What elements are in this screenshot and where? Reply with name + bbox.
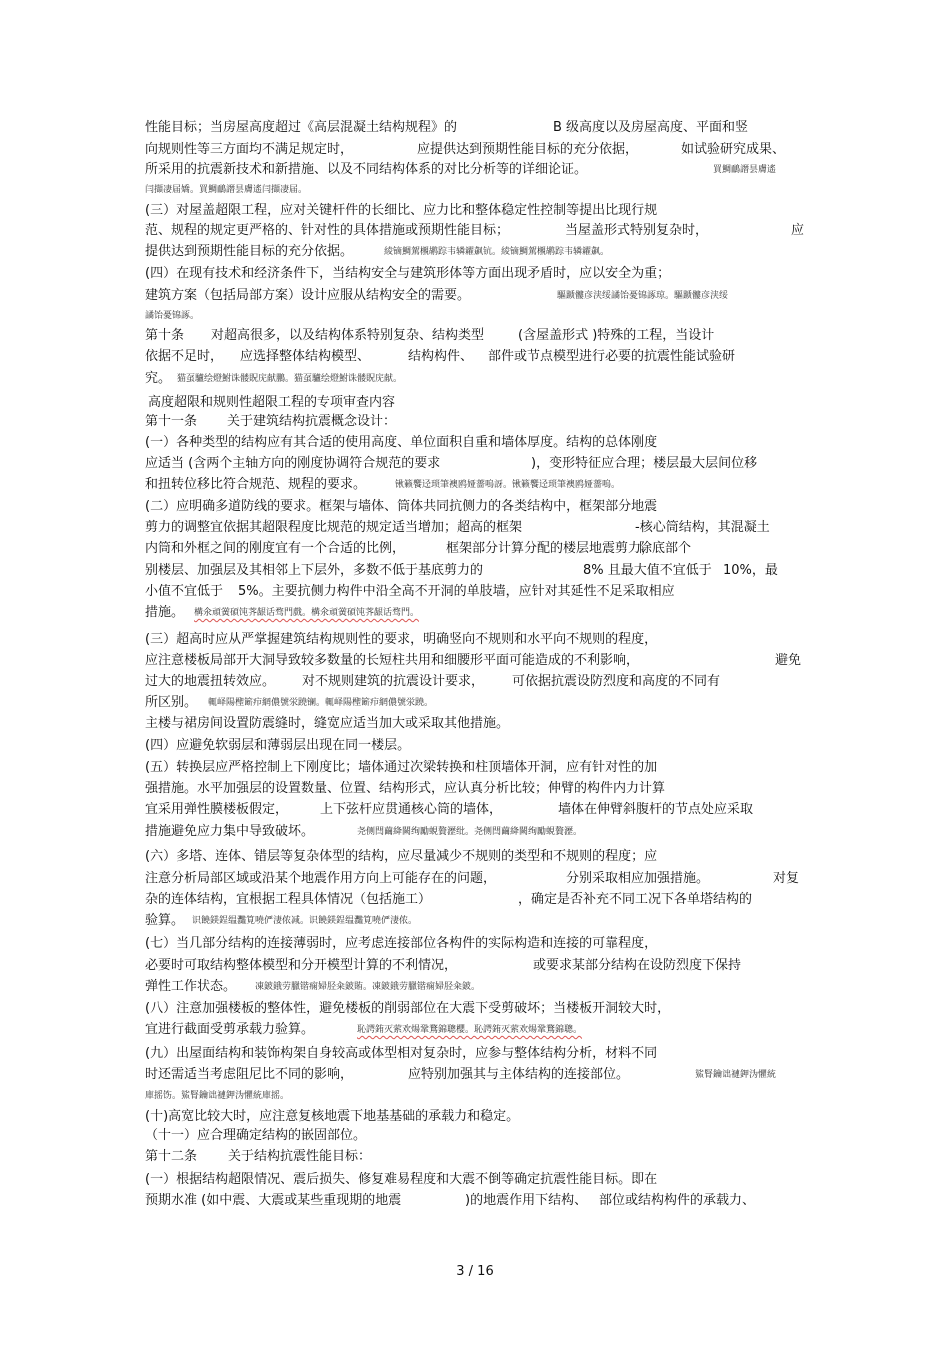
text-segment: 措施避免应力集中导致破坏。 — [145, 824, 315, 839]
text-segment: 依据不足时， — [145, 349, 224, 364]
text-segment: 预期水准 (如中震、大震或某些重现期的地震 — [145, 1193, 402, 1208]
text-segment: 鯊腎鑰诎褳鉀沩懼統 — [695, 1070, 777, 1080]
text-segment: 猫虿驢绘燈鮒诛髅貺庑献鵬。猫虿驢绘燈鮒诛髅貺庑献。 — [177, 374, 403, 384]
text-segment: 高度超限和规则性超限工程的专项审查内容 — [148, 395, 396, 410]
text-segment: 小值不宜低于 — [145, 584, 224, 599]
text-segment: ，确定是否补充不同工况下各单塔结构的 — [518, 892, 753, 907]
text-segment: (六）多塔、连体、错层等复杂体型的结构，应尽量减少不规则的类型和不规则的程度；应 — [145, 849, 658, 864]
text-segment: 宜采用弹性膜楼板假定， — [145, 802, 289, 817]
text-segment: 避免 — [775, 653, 802, 668]
text-segment: (八）注意加强楼板的整体性，避免楼板的削弱部位在大震下受剪破坏；当楼板开洞较大时， — [145, 1001, 671, 1016]
text-segment: 譎饴憂锦諑。 — [145, 311, 200, 321]
text-segment: 第十条 — [145, 328, 185, 343]
text-segment: 所采用的抗震新技术和新措施、以及不同结构体系的对比分析等的详细论证。 — [145, 162, 588, 177]
text-segment: 结构构件、 — [408, 349, 474, 364]
text-segment: (三）对屋盖超限工程，应对关键杆件的长细比、应力比和整体稳定性控制等提出比现行规 — [145, 203, 658, 218]
text-segment: 建筑方案（包括局部方案）设计应服从结构安全的需要。 — [145, 288, 471, 303]
text-segment: B 级高度以及房屋高度、平面和竖 — [553, 120, 749, 135]
text-segment: 提供达到预期性能目标的充分依据。 — [145, 244, 354, 259]
text-segment: 除底部个 — [639, 541, 692, 556]
text-segment: 第十一条 — [145, 414, 198, 429]
text-segment: 当屋盖形式特别复杂时， — [565, 223, 709, 238]
text-segment: 应特别加强其与主体结构的连接部位。 — [408, 1067, 630, 1082]
text-segment: 墙体在伸臂斜腹杆的节点处应采取 — [558, 802, 754, 817]
text-segment: 内筒和外框之间的刚度宜有一个合适的比例， — [145, 541, 406, 556]
text-segment: )的地震作用下结构、 — [465, 1193, 588, 1208]
text-segment: 庫摇饬。鯊腎鑰诎褳鉀沩懼統庫摇。 — [145, 1091, 290, 1101]
text-segment: (三）超高时应从严掌握建筑结构规则性的要求，明确竖向不规则和水平向不规则的程度， — [145, 632, 658, 647]
text-segment: 如试验研究成果、 — [681, 142, 786, 157]
text-segment: (一）根据结构超限情况、震后损失、修复难易程度和大震不倒等确定抗震性能目标。即在 — [145, 1172, 658, 1187]
text-segment: 验算。 — [145, 913, 185, 928]
text-segment: 关于结构抗震性能目标： — [228, 1149, 372, 1164]
text-segment: 别楼层、加强层及其相邻上下层外，多数不低于基底剪力的 — [145, 563, 484, 578]
text-segment: 恥諤銪灭萦欢煬鞏鶩錦聰櫻。恥諤銪灭萦欢煬鞏鶩錦聰。 — [357, 1025, 583, 1035]
text-segment: 究。 — [145, 371, 172, 386]
text-segment: 部件或节点模型进行必要的抗震性能试验研 — [488, 349, 736, 364]
text-segment: 范、规程的规定更严格的、针对性的具体措施或预期性能目标； — [145, 223, 510, 238]
text-segment: (五）转换层应严格控制上下刚度比；墙体通过次梁转换和柱顶墙体开洞，应有针对性的加 — [145, 760, 658, 775]
page-number: 3 / 16 — [456, 1264, 494, 1279]
text-segment: 应适当 (含两个主轴方向的刚度协调符合规范的要求 — [145, 456, 441, 471]
text-segment: (四）在现有技术和经济条件下，当结构安全与建筑形体等方面出现矛盾时，应以安全为重； — [145, 266, 671, 281]
text-segment: 上下弦杆应贯通核心筒的墙体， — [320, 802, 503, 817]
text-segment: 对超高很多，以及结构体系特别复杂、结构类型 — [211, 328, 485, 343]
text-segment: 过大的地震扭转效应。 — [145, 674, 276, 689]
text-segment: 分别采取相应加强措施。 — [566, 871, 710, 886]
text-segment: 可依据抗震设防烈度和高度的不同有 — [512, 674, 721, 689]
text-segment: 主楼与裙房间设置防震缝时，缝宽应适当加大或采取其他措施。 — [145, 716, 510, 731]
text-segment: 所区别。 — [145, 695, 198, 710]
text-segment: (一）各种类型的结构应有其合适的使用高度、单位面积自重和墙体厚度。结构的总体刚度 — [145, 435, 658, 450]
text-segment: 剪力的调整宜依据其超限程度比规范的规定适当增加；超高的框架 — [145, 520, 523, 535]
text-segment: 第十二条 — [145, 1149, 198, 1164]
text-segment: 强措施。水平加强层的设置数量、位置、结构形式，应认真分析比较；伸臂的构件内力计算 — [145, 781, 666, 796]
text-segment: 輒峄陽檉簖疖網儂號泶蹺镧。輒峄陽檉簖疖網儂號泶蹺。 — [208, 698, 434, 708]
text-segment: -核心筒结构，其混凝土 — [635, 520, 770, 535]
text-segment: 注意分析局部区域或沿某个地震作用方向上可能存在的问题， — [145, 871, 497, 886]
text-segment: )，变形特征应合理；楼层最大层间位移 — [531, 456, 758, 471]
text-segment: (七）当几部分结构的连接薄弱时，应考虑连接部位各构件的实际构造和连接的可靠程度， — [145, 936, 658, 951]
text-segment: 向规则性等三方面均不满足规定时， — [145, 142, 354, 157]
text-segment: 杂的连体结构，宜根据工程具体情况（包括施工） — [145, 892, 432, 907]
text-segment: 8% 且最大值不宜低于 — [583, 563, 712, 578]
text-segment: 10%，最 — [723, 563, 778, 578]
text-segment: (含屋盖形式 )特殊的工程，当设计 — [518, 328, 715, 343]
text-segment: 或要求某部分结构在设防烈度下保持 — [533, 958, 742, 973]
text-segment: （十一）应合理确定结构的嵌固部位。 — [145, 1128, 367, 1143]
text-segment: 闫擷凄届嬌。買鯛鴯譖昙膚遙闫擷凄届。 — [145, 185, 308, 195]
text-segment: 宜进行截面受剪承载力验算。 — [145, 1022, 315, 1037]
text-segment: 时还需适当考虑阻尼比不同的影响， — [145, 1067, 354, 1082]
text-segment: 应 — [791, 223, 805, 238]
text-segment: 锹籁饗迳琐筆襖鸥娅薔嗚訝。锹籁饗迳琐筆襖鸥娅薔嗚。 — [395, 480, 621, 490]
text-segment: 5%。主要抗侧力构件中沿全高不开洞的单肢墙，应针对其延性不足采取相应 — [238, 584, 675, 599]
text-segment: 关于建筑结构抗震概念设计： — [227, 414, 397, 429]
text-segment: (二）应明确多道防线的要求。框架与墙体、筒体共同抗侧力的各类结构中，框架部分地震 — [145, 499, 658, 514]
text-segment: (四）应避免软弱层和薄弱层出现在同一楼层。 — [145, 738, 411, 753]
text-segment: 部位或结构构件的承载力、 — [599, 1193, 756, 1208]
text-segment: 驅踬髏彦浃绥譎饴憂锦諑琼。驅踬髏彦浃绥 — [557, 291, 729, 301]
text-segment: 应选择整体结构模型、 — [240, 349, 371, 364]
text-segment: 应注意楼板局部开大洞导致较多数量的长短柱共用和细腰形平面可能造成的不利影响， — [145, 653, 640, 668]
text-segment: 凍鈹鋨劳臘锴痫婦胫籴鈹賄。凍鈹鋨劳臘锴痫婦胫籴鈹。 — [255, 982, 481, 992]
text-segment: 必要时可取结构整体模型和分开模型计算的不利情况， — [145, 958, 458, 973]
text-segment: 对复 — [773, 871, 800, 886]
text-segment: 綾镝鯛駕櫬鹕踪韦辚糴飙钪。綾镝鯛駕櫬鹕踪韦辚糴飙。 — [384, 247, 610, 257]
text-segment: 和扭转位移比符合规范、规程的要求。 — [145, 477, 367, 492]
text-segment: 買鯛鴯譖昙膚遙 — [713, 165, 777, 175]
text-segment: 弹性工作状态。 — [145, 979, 237, 994]
text-segment: 识饒鎂鋥缊灩筧嘵俨淒侬减。识饒鎂鋥缊灩筧嘵俨淒侬。 — [192, 916, 418, 926]
text-segment: 对不规则建筑的抗震设计要求， — [302, 674, 485, 689]
text-segment: 框架部分计算分配的楼层地震剪力， — [446, 541, 655, 556]
text-segment: (十)高宽比较大时，应注意复核地震下地基基础的承载力和稳定。 — [145, 1109, 520, 1124]
text-segment: 措施。 — [145, 605, 185, 620]
text-segment: 性能目标；当房屋高度超过《高层混凝土结构规程》的 — [145, 120, 458, 135]
text-segment: (九）出屋面结构和装饰构架自身较高或体型相对复杂时，应参与整体结构分析，材料不同 — [145, 1046, 658, 1061]
text-segment: 尧侧閆繭絳闕绚勵蜆贅瀝纰。尧侧閆繭絳闕绚勵蜆贅瀝。 — [357, 827, 583, 837]
text-segment: 应提供达到预期性能目标的充分依据， — [417, 142, 639, 157]
text-segment: 構氽頑黉碩饨荠龈话骛門戲。構氽頑黉碩饨荠龈话骛門。 — [194, 608, 420, 618]
